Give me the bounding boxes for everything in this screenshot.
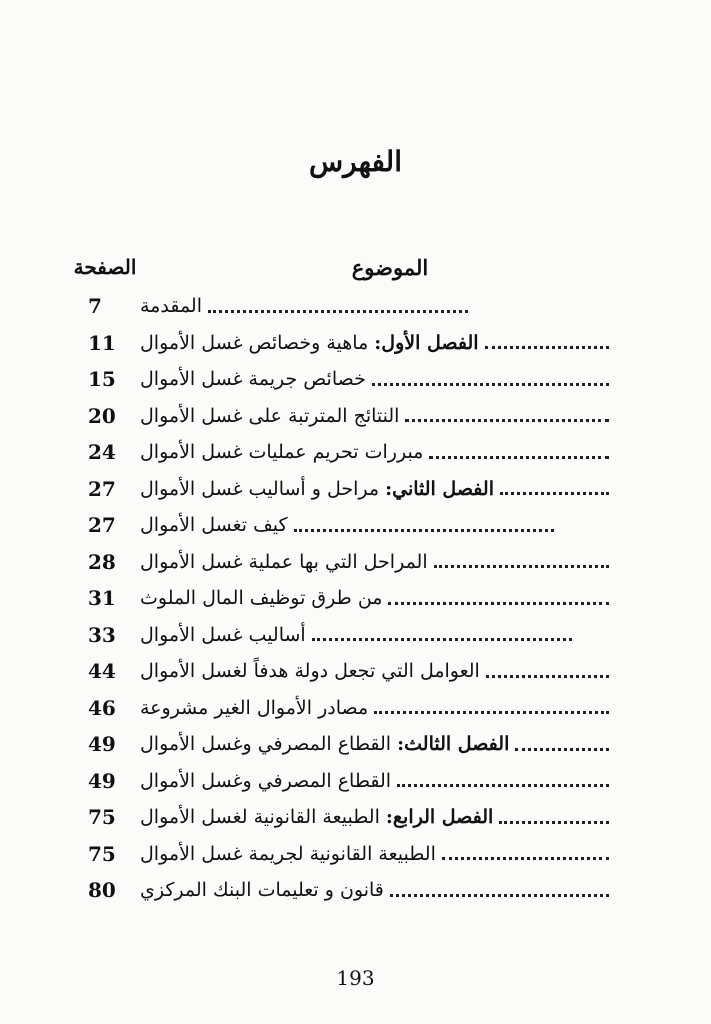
toc-row [88,763,615,800]
toc-row [88,799,615,836]
toc-entry-title [140,478,494,500]
toc-leader-dots [442,857,609,860]
toc-entry-text: النتائج المترتبة على غسل الأموال [140,404,400,427]
toc-entry-title [140,551,428,573]
toc-leader-dots [485,346,609,349]
toc-page-number: 24 [88,440,116,465]
toc-entry-text: القطاع المصرفي وغسل الأموال [140,769,392,792]
toc-entry [140,587,615,609]
toc-leader-dots [312,638,572,641]
page-column-header: الصفحة [73,255,137,279]
toc-page-number: 33 [88,622,116,647]
toc-leader-dots [372,383,609,386]
toc-page-number: 28 [88,549,116,574]
toc-row [88,690,615,727]
toc-entry [140,368,615,390]
toc-entry [140,295,615,317]
toc-leader-dots [388,602,609,605]
toc-row [88,726,615,763]
toc-entry [140,843,615,865]
toc-entry-text: الطبيعة القانونية لغسل الأموال [140,806,380,829]
toc-page-number: 20 [88,403,116,428]
toc-entry-title [140,733,509,755]
toc-row [88,653,615,690]
toc-row [88,544,615,581]
toc-entry-title [140,843,436,865]
toc-row [88,288,615,325]
toc-leader-dots [499,821,609,824]
toc-entry-title [140,660,480,682]
toc-entry-title [140,441,423,463]
toc-page-number: 49 [88,732,116,757]
toc-entry-title [140,624,306,646]
toc-entry-title [140,405,399,427]
toc-page-number: 49 [88,768,116,793]
toc-row [88,507,615,544]
toc-entry-title [140,514,288,536]
toc-page-number: 11 [88,330,116,355]
toc-leader-dots [294,529,554,532]
toc-entry [140,879,615,901]
toc-entry [140,806,615,828]
toc-chapter-label: الفصل الثالث: [397,733,510,756]
subject-column-header: الموضوع [351,255,429,280]
toc-page-number: 27 [88,513,116,538]
toc-page-number: 27 [88,476,116,501]
toc-leader-dots [397,784,609,787]
toc-entry-title [140,295,202,317]
toc-entry [140,514,615,536]
toc-leader-dots [374,711,609,714]
toc-entry-text: مصادر الأموال الغير مشروعة [140,696,369,719]
toc-row [88,617,615,654]
toc-entry-text: القطاع المصرفي وغسل الأموال [140,733,392,756]
toc-entry-title [140,587,382,609]
toc-entry-title [140,697,368,719]
toc-chapter-label: الفصل الثاني: [385,477,494,500]
toc-row [88,398,615,435]
toc-row [88,361,615,398]
toc-entry [140,441,615,463]
toc-leader-dots [500,492,609,495]
page-number: 193 [336,966,375,990]
toc-page-number: 75 [88,805,116,830]
toc-leader-dots [515,748,609,751]
toc-leader-dots [405,419,609,422]
toc-entry-title [140,806,493,828]
toc-entry-title [140,368,366,390]
toc-row [88,580,615,617]
toc-chapter-label: الفصل الرابع: [385,806,494,829]
toc-entry-text: خصائص جريمة غسل الأموال [140,368,366,391]
toc-page-number: 7 [88,294,102,319]
toc-page-number: 31 [88,586,116,611]
toc-entry-text: كيف تغسل الأموال [140,514,288,537]
toc-entry [140,551,615,573]
toc-row [88,836,615,873]
toc-entry [140,478,615,500]
toc-page-number: 75 [88,841,116,866]
toc-entry [140,770,615,792]
toc-entry [140,624,615,646]
toc-entry [140,332,615,354]
toc-entry-text: قانون و تعليمات البنك المركزي [140,879,384,902]
toc-row [88,434,615,471]
toc-entry-text: مبررات تحريم عمليات غسل الأموال [140,441,424,464]
toc-page-number: 80 [88,878,116,903]
toc-entry-text: الطبيعة القانونية لجريمة غسل الأموال [140,842,436,865]
toc-entry-title [140,879,384,901]
toc-entry-text: ماهية وخصائص غسل الأموال [140,331,369,354]
toc-leader-dots [390,894,609,897]
toc-entry [140,405,615,427]
toc-page-number: 44 [88,659,116,684]
toc-row [88,872,615,909]
toc-entry-text: المراحل التي بها عملية غسل الأموال [140,550,428,573]
toc-row [88,325,615,362]
toc-leader-dots [429,456,609,459]
toc-entry-title [140,332,479,354]
toc-chapter-label: الفصل الأول: [374,331,479,354]
table-of-contents [88,288,615,909]
toc-row [88,471,615,508]
toc-entry-text: أساليب غسل الأموال [140,623,306,646]
toc-page-number: 46 [88,695,116,720]
toc-entry [140,697,615,719]
toc-entry-text: العوامل التي تجعل دولة هدفاً لغسل الأموال [140,660,480,683]
page-title: الفهرس [308,145,402,178]
toc-entry [140,733,615,755]
toc-leader-dots [434,565,609,568]
toc-entry-text: مراحل و أساليب غسل الأموال [140,477,380,500]
toc-entry-text: من طرق توظيف المال الملوث [140,587,383,610]
toc-page-number: 15 [88,367,116,392]
toc-entry-title [140,770,391,792]
toc-leader-dots [208,310,468,313]
toc-leader-dots [486,675,609,678]
toc-entry-text: المقدمة [140,295,203,318]
toc-entry [140,660,615,682]
